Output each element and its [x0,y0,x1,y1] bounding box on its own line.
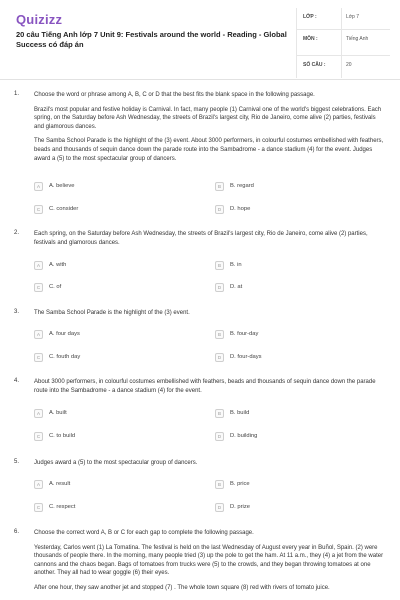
question-text [34,309,384,324]
option-d[interactable] [215,501,250,513]
option-letter-box: A [34,480,43,489]
document-meta-table [296,8,390,78]
option-c[interactable] [34,281,61,293]
meta-label: MÔN : [303,36,318,42]
option-letter-box: C [34,503,43,512]
meta-row-count [297,56,390,78]
question-text [34,230,384,253]
option-d[interactable] [215,203,250,215]
option-label: B. in [230,262,242,268]
meta-value: Lớp 7 [341,8,390,29]
option-a[interactable] [34,180,74,192]
option-label: A. four days [49,331,80,337]
meta-label: SỐ CÂU : [303,62,326,68]
question-number: 4. [14,378,20,384]
option-letter-box: D [215,205,224,214]
option-letter-box: C [34,353,43,362]
option-label: A. built [49,410,67,416]
option-label: A. result [49,481,71,487]
meta-value: 20 [341,56,390,78]
option-letter-box: C [34,432,43,441]
quizizz-logo: Quizizz [16,12,63,27]
option-b[interactable] [215,328,258,340]
option-c[interactable] [34,203,78,215]
option-label: C. to build [49,433,76,439]
passage-paragraph: Brazil's most popular and festive holiday is Carnival. In fact, many people (1) Carnival one of the world's biggest celebrations. Each spring, on the Saturday before Ash Wednesday, the streets of Brazil's largest city, Rio de Janeiro, come alive (2) parties, festivals and glamorous dances. [34,106,382,130]
option-a[interactable] [34,478,70,490]
option-label: C. consider [49,206,79,212]
option-label: B. regard [230,183,254,189]
option-c[interactable] [34,501,75,513]
meta-label: LỚP : [303,14,317,20]
passage-paragraph: The Samba School Parade is the highlight of the (3) event. About 3000 performers, in colourful costumes embellished with feathers, beads and thousands of sequin dance down the parade route into the Sambadrome - a dance stadium (4) for the event. Judges award a (5) to the most spectacular group of dancers. [34,138,384,162]
question-stem: Judges award a (5) to the most spectacular group of dancers. [34,460,198,466]
option-letter-box: B [215,330,224,339]
option-label: C. of [49,284,62,290]
question-stem: The Samba School Parade is the highlight of the (3) event. [34,310,190,316]
option-a[interactable] [34,328,80,340]
option-b[interactable] [215,407,249,419]
option-b[interactable] [215,259,242,271]
option-letter-box: B [215,480,224,489]
option-label: C. respect [49,504,76,510]
option-letter-box: D [215,353,224,362]
option-letter-box: D [215,432,224,441]
option-letter-box: B [215,409,224,418]
option-letter-box: C [34,205,43,214]
question-stem: About 3000 performers, in colourful costumes embellished with feathers, beads and thousands of sequin dance down the parade route into the Sambadrome - a dance stadium (4) for the event. [34,379,376,394]
option-label: A. with [49,262,67,268]
option-label: D. prize [230,504,250,510]
question-text [34,459,384,474]
question-number: 2. [14,230,20,236]
option-b[interactable] [215,180,254,192]
option-label: D. hope [230,206,251,212]
option-b[interactable] [215,478,250,490]
question-instruction: Choose the word or phrase among A, B, C or D that the best fits the blank space in the following passage. [34,92,315,98]
option-label: C. fouth day [49,354,81,360]
option-letter-box: B [215,182,224,191]
option-a[interactable] [34,259,66,271]
option-c[interactable] [34,430,75,442]
option-c[interactable] [34,351,80,363]
option-letter-box: D [215,283,224,292]
question-instruction: Choose the correct word A, B or C for each gap to complete the following passage. [34,530,254,536]
option-letter-box: A [34,330,43,339]
option-letter-box: A [34,409,43,418]
option-a[interactable] [34,407,67,419]
option-label: B. four-day [230,331,259,337]
question-number: 3. [14,309,20,315]
option-letter-box: A [34,182,43,191]
option-label: D. four-days [230,354,262,360]
option-d[interactable] [215,430,257,442]
option-letter-box: D [215,503,224,512]
option-letter-box: C [34,283,43,292]
question-text [34,529,384,599]
option-label: D. building [230,433,258,439]
option-d[interactable] [215,281,242,293]
document-header [0,0,400,80]
option-label: B. price [230,481,250,487]
passage-paragraph: Yesterday, Carlos went (1) La Tomatina. The festival is held on the last Wednesday of August every year in Buñol, Spain. (2) were thousands of people there. In the morning, many people tried (3) up the pole to get the ham. At 11 a.m., they (4) a jet from the water cannons and the chaos began. Bags of tomatoes from trucks were (5) to the crowds, and they began throwing tomatoes at one another. They all had to wear goggle (6) their eyes. [34,544,384,577]
meta-row-class [297,8,390,30]
option-letter-box: A [34,261,43,270]
option-label: D. at [230,284,243,290]
option-letter-box: B [215,261,224,270]
question-stem: Each spring, on the Saturday before Ash Wednesday, the streets of Brazil's largest city, Rio de Janeiro, come alive (2) parties, festivals and glamorous dances. [34,231,368,246]
question-number: 6. [14,529,20,535]
question-text [34,91,384,169]
passage-paragraph: After one hour, they saw another jet and stopped (7) . The whole town square (8) red with rivers of tomato juice. [34,584,330,591]
option-d[interactable] [215,351,262,363]
meta-value: Tiếng Anh [341,30,390,55]
question-text [34,378,384,401]
meta-row-subject [297,30,390,56]
question-number: 5. [14,459,20,465]
document-title: 20 câu Tiếng Anh lớp 7 Unit 9: Festivals around the world - Reading - Global Success có đáp án [16,30,287,49]
option-label: B. build [230,410,250,416]
question-number: 1. [14,91,20,97]
option-label: A. believe [49,183,75,189]
